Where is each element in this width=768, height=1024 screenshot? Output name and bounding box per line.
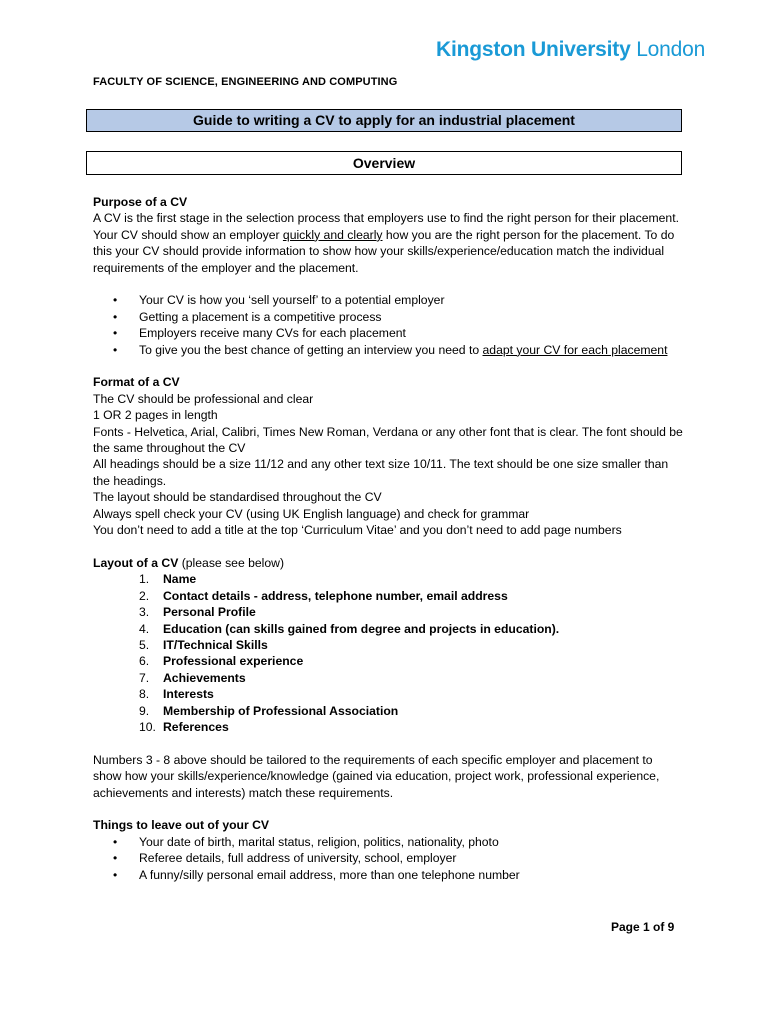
list-item: 4. Education (can skills gained from degree and projects in education). — [139, 621, 560, 636]
list-item: • Your CV is how you ‘sell yourself’ to a potential employer — [113, 293, 445, 308]
list-item: 7. Achievements — [139, 670, 246, 685]
list-item: 10. References — [139, 719, 229, 734]
format-line: The layout should be standardised throughout the CV — [93, 490, 382, 505]
layout-heading: Layout of a CV (please see below) — [93, 555, 285, 570]
logo-bold-text: Kingston University — [436, 38, 631, 61]
list-item: • Employers receive many CVs for each placement — [113, 326, 406, 341]
list-item: • To give you the best chance of getting an interview you need to adapt your CV for each placement — [113, 342, 668, 357]
format-line: Always spell check your CV (using UK English language) and check for grammar — [93, 506, 530, 521]
overview-heading: Overview — [86, 151, 682, 175]
list-item: 1. Name — [139, 572, 197, 587]
purpose-bullet-list — [93, 292, 683, 358]
format-line: You don’t need to add a title at the top ‘Curriculum Vitae’ and you don’t need to add page numbers — [93, 523, 622, 538]
list-item: 9. Membership of Professional Association — [139, 703, 399, 718]
list-item: • A funny/silly personal email address, more than one telephone number — [113, 867, 520, 882]
list-item: 6. Professional experience — [139, 654, 304, 669]
tailor-paragraph: Numbers 3 - 8 above should be tailored to the requirements of each specific employer and placement to show how your skills/experience/knowledge (gained via education, project work, professional experience, achievements and interests) match these requirements. — [93, 752, 660, 800]
logo-light-text: London — [636, 38, 706, 61]
university-logo — [436, 38, 705, 62]
list-item: 8. Interests — [139, 687, 214, 702]
purpose-heading: Purpose of a CV — [93, 195, 188, 209]
format-line: The CV should be professional and clear — [93, 391, 314, 406]
list-item: 2. Contact details - address, telephone number, email address — [139, 588, 508, 603]
layout-numbered-list — [93, 571, 683, 735]
list-item: 5. IT/Technical Skills — [139, 637, 268, 652]
purpose-paragraph: A CV is the first stage in the selection process that employers use to find the right person for their placement. Your CV should show an employer quickly and clearly how you are the right person for the placement. To do this your CV should provide information to show how your skills/experience/education match the individual requirements of the employer and the placement. — [93, 211, 679, 275]
format-line: 1 OR 2 pages in length — [93, 408, 218, 423]
list-item: • Your date of birth, marital status, religion, politics, nationality, photo — [113, 834, 499, 849]
document-title: Guide to writing a CV to apply for an industrial placement — [86, 109, 682, 132]
format-line: All headings should be a size 11/12 and any other text size 10/11. The text should be one size smaller than the headings. — [93, 457, 669, 488]
list-item: • Getting a placement is a competitive process — [113, 309, 382, 324]
format-line: Fonts - Helvetica, Arial, Calibri, Times New Roman, Verdana or any other font that is clear. The font should be the same throughout the CV — [93, 424, 683, 456]
leave-out-bullet-list — [93, 834, 683, 883]
format-heading: Format of a CV — [93, 375, 180, 390]
document-body — [93, 194, 683, 883]
faculty-heading: FACULTY OF SCIENCE, ENGINEERING AND COMPUTING — [93, 76, 398, 88]
leave-out-heading: Things to leave out of your CV — [93, 818, 270, 833]
page-number: Page 1 of 9 — [611, 920, 675, 934]
list-item: • Referee details, full address of university, school, employer — [113, 851, 457, 866]
list-item: 3. Personal Profile — [139, 605, 256, 620]
